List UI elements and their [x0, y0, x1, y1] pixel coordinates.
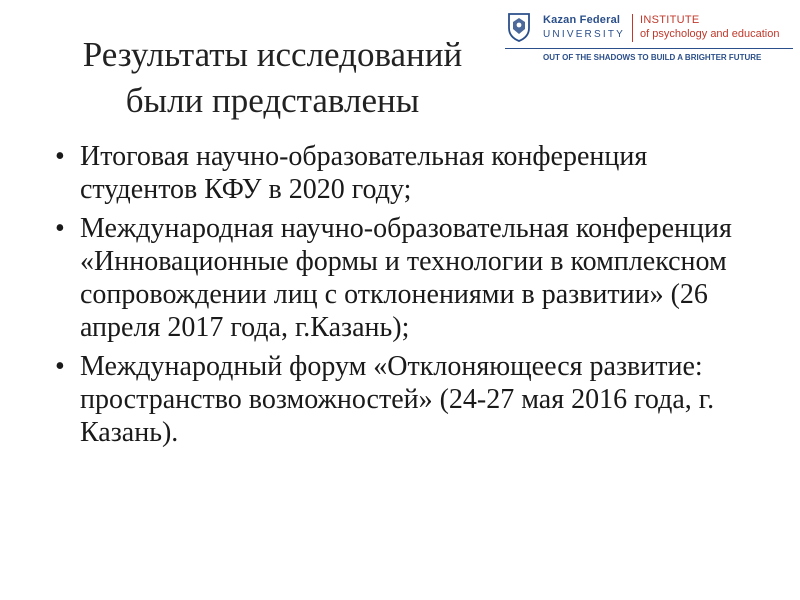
bullet-text: Международный форум «Отклоняющееся развитие: пространство возможностей» (24-27 мая 2016 года, г. Казань).: [80, 351, 715, 448]
kfu-institute-logo: [505, 8, 795, 68]
slide-title: [0, 32, 545, 124]
logo-university-word: UNIVERSITY: [543, 29, 626, 40]
bullet-list: [55, 140, 755, 455]
logo-institute-title: INSTITUTE: [640, 14, 700, 26]
logo-slogan: OUT OF THE SHADOWS TO BUILD A BRIGHTER FUTURE: [543, 53, 762, 62]
logo-divider: [632, 14, 633, 42]
bullet-text: Итоговая научно-образовательная конференция студентов КФУ в 2020 году;: [80, 141, 648, 205]
bullet-marker: •: [55, 213, 65, 244]
logo-rule: [505, 48, 793, 49]
bullet-item: [55, 140, 755, 206]
logo-university-name: Kazan Federal: [543, 14, 621, 26]
bullet-marker: •: [55, 141, 65, 172]
bullet-marker: •: [55, 351, 65, 382]
bullet-item: [55, 350, 755, 449]
slide-title-line-2: были представлены: [125, 81, 420, 120]
bullet-text: Международная научно-образовательная конференция «Инновационные формы и технологии в комплексном сопровождении лиц с отклонениями в развитии» (26 апреля 2017 года, г.Казань);: [80, 213, 732, 343]
bullet-item: [55, 212, 755, 344]
logo-institute-subtitle: of psychology and education: [640, 28, 780, 40]
slide-title-line-1: Результаты исследований: [82, 35, 463, 74]
